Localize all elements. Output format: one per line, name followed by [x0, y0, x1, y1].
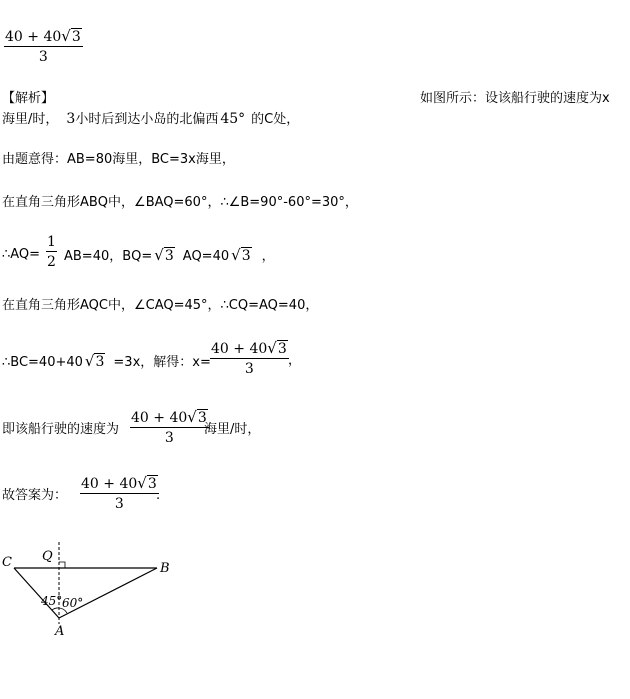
numerator-text: 40 + 40	[5, 29, 62, 45]
line-4-half-fraction	[46, 234, 57, 270]
label-a: A	[55, 624, 65, 639]
line-8-part-a: 故答案为：	[2, 488, 68, 503]
line-6-part-a: ∴BC=40+40	[2, 355, 83, 370]
radicand: 3	[241, 248, 251, 264]
radicand: 3	[71, 29, 81, 45]
line-4-part-b: AB=40，BQ=	[64, 249, 153, 264]
line-4-part-a: ∴AQ=	[2, 247, 41, 262]
fraction-bar	[130, 427, 209, 428]
radicand: 3	[147, 476, 157, 492]
radicand: 3	[277, 341, 287, 357]
fraction-denominator: 3	[114, 496, 124, 512]
sqrt-symbol: √3	[84, 352, 105, 370]
line-7-unit: 海里/时，	[204, 422, 261, 437]
half-denominator: 2	[47, 254, 56, 270]
half-bar	[46, 251, 57, 252]
fraction-numerator	[210, 340, 289, 357]
line-7-fraction	[130, 409, 209, 446]
line-4-part-c: AQ=40	[182, 249, 230, 264]
angle-label-45: 45°	[41, 594, 63, 608]
numerator-text: 40 + 40	[211, 341, 268, 357]
triangle-figure	[0, 540, 200, 650]
fraction-numerator	[4, 28, 83, 45]
line-1-angle: 45°	[220, 111, 246, 127]
fraction-numerator	[130, 409, 209, 426]
line-ab	[59, 568, 157, 618]
fraction-denominator: 3	[244, 361, 254, 377]
sqrt-symbol: √3	[187, 408, 207, 426]
intro-right-text: 如图所示：设该船行驶的速度为x	[420, 91, 610, 106]
angle-label-60: 60°	[62, 596, 84, 610]
line-1	[2, 111, 299, 128]
label-b: B	[160, 561, 170, 576]
top-answer-fraction	[4, 28, 83, 65]
numerator-text: 40 + 40	[81, 476, 138, 492]
label-q: Q	[42, 549, 53, 564]
sqrt-symbol: √3	[154, 246, 174, 264]
radicand: 3	[95, 354, 105, 370]
line-6-part-b: =3x，解得：x=	[113, 355, 211, 370]
fraction-numerator	[80, 475, 159, 492]
line-8-fraction	[80, 475, 159, 512]
right-angle-mark	[59, 562, 65, 568]
radicand: 3	[197, 410, 207, 426]
line-6-trailing-comma: ，	[288, 353, 302, 368]
line-ca	[14, 568, 59, 618]
line-8	[2, 488, 67, 504]
half-numerator: 1	[47, 234, 56, 250]
fraction-denominator: 3	[38, 49, 48, 65]
line-7-part-a: 即该船行驶的速度为	[2, 422, 120, 437]
fraction-denominator: 3	[164, 430, 174, 446]
line-1-part-e: 的C处，	[251, 112, 300, 127]
radicand: 3	[164, 248, 174, 264]
label-c: C	[2, 555, 12, 570]
fraction-bar	[4, 46, 83, 47]
line-4	[2, 247, 40, 263]
sqrt-symbol: √3	[231, 246, 251, 264]
line-6-fraction	[210, 340, 289, 377]
line-1-hours: 3	[66, 111, 76, 127]
line-4-rest	[64, 247, 275, 265]
line-6	[2, 353, 211, 371]
line-4-part-d: ，	[261, 249, 275, 264]
sqrt-symbol: √3	[137, 474, 157, 492]
line-2: 由题意得：AB=80海里，BC=3x海里，	[2, 152, 235, 167]
fraction-bar	[80, 493, 159, 494]
line-8-period: .	[156, 488, 161, 503]
line-1-part-a: 海里/时，	[2, 112, 59, 127]
sqrt-symbol: √3	[267, 339, 287, 357]
analysis-tag: 【解析】	[2, 91, 55, 106]
line-7	[2, 422, 119, 438]
line-3: 在直角三角形ABQ中，∠BAQ=60°，∴∠B=90°-60°=30°，	[2, 195, 358, 210]
angle-arc-left	[52, 608, 59, 610]
line-1-part-c: 小时后到达小岛的北偏西	[75, 112, 219, 127]
numerator-text: 40 + 40	[131, 410, 188, 426]
fraction-bar	[210, 358, 289, 359]
sqrt-symbol: √3	[61, 27, 81, 45]
line-5: 在直角三角形AQC中，∠CAQ=45°，∴CQ=AQ=40，	[2, 298, 319, 313]
